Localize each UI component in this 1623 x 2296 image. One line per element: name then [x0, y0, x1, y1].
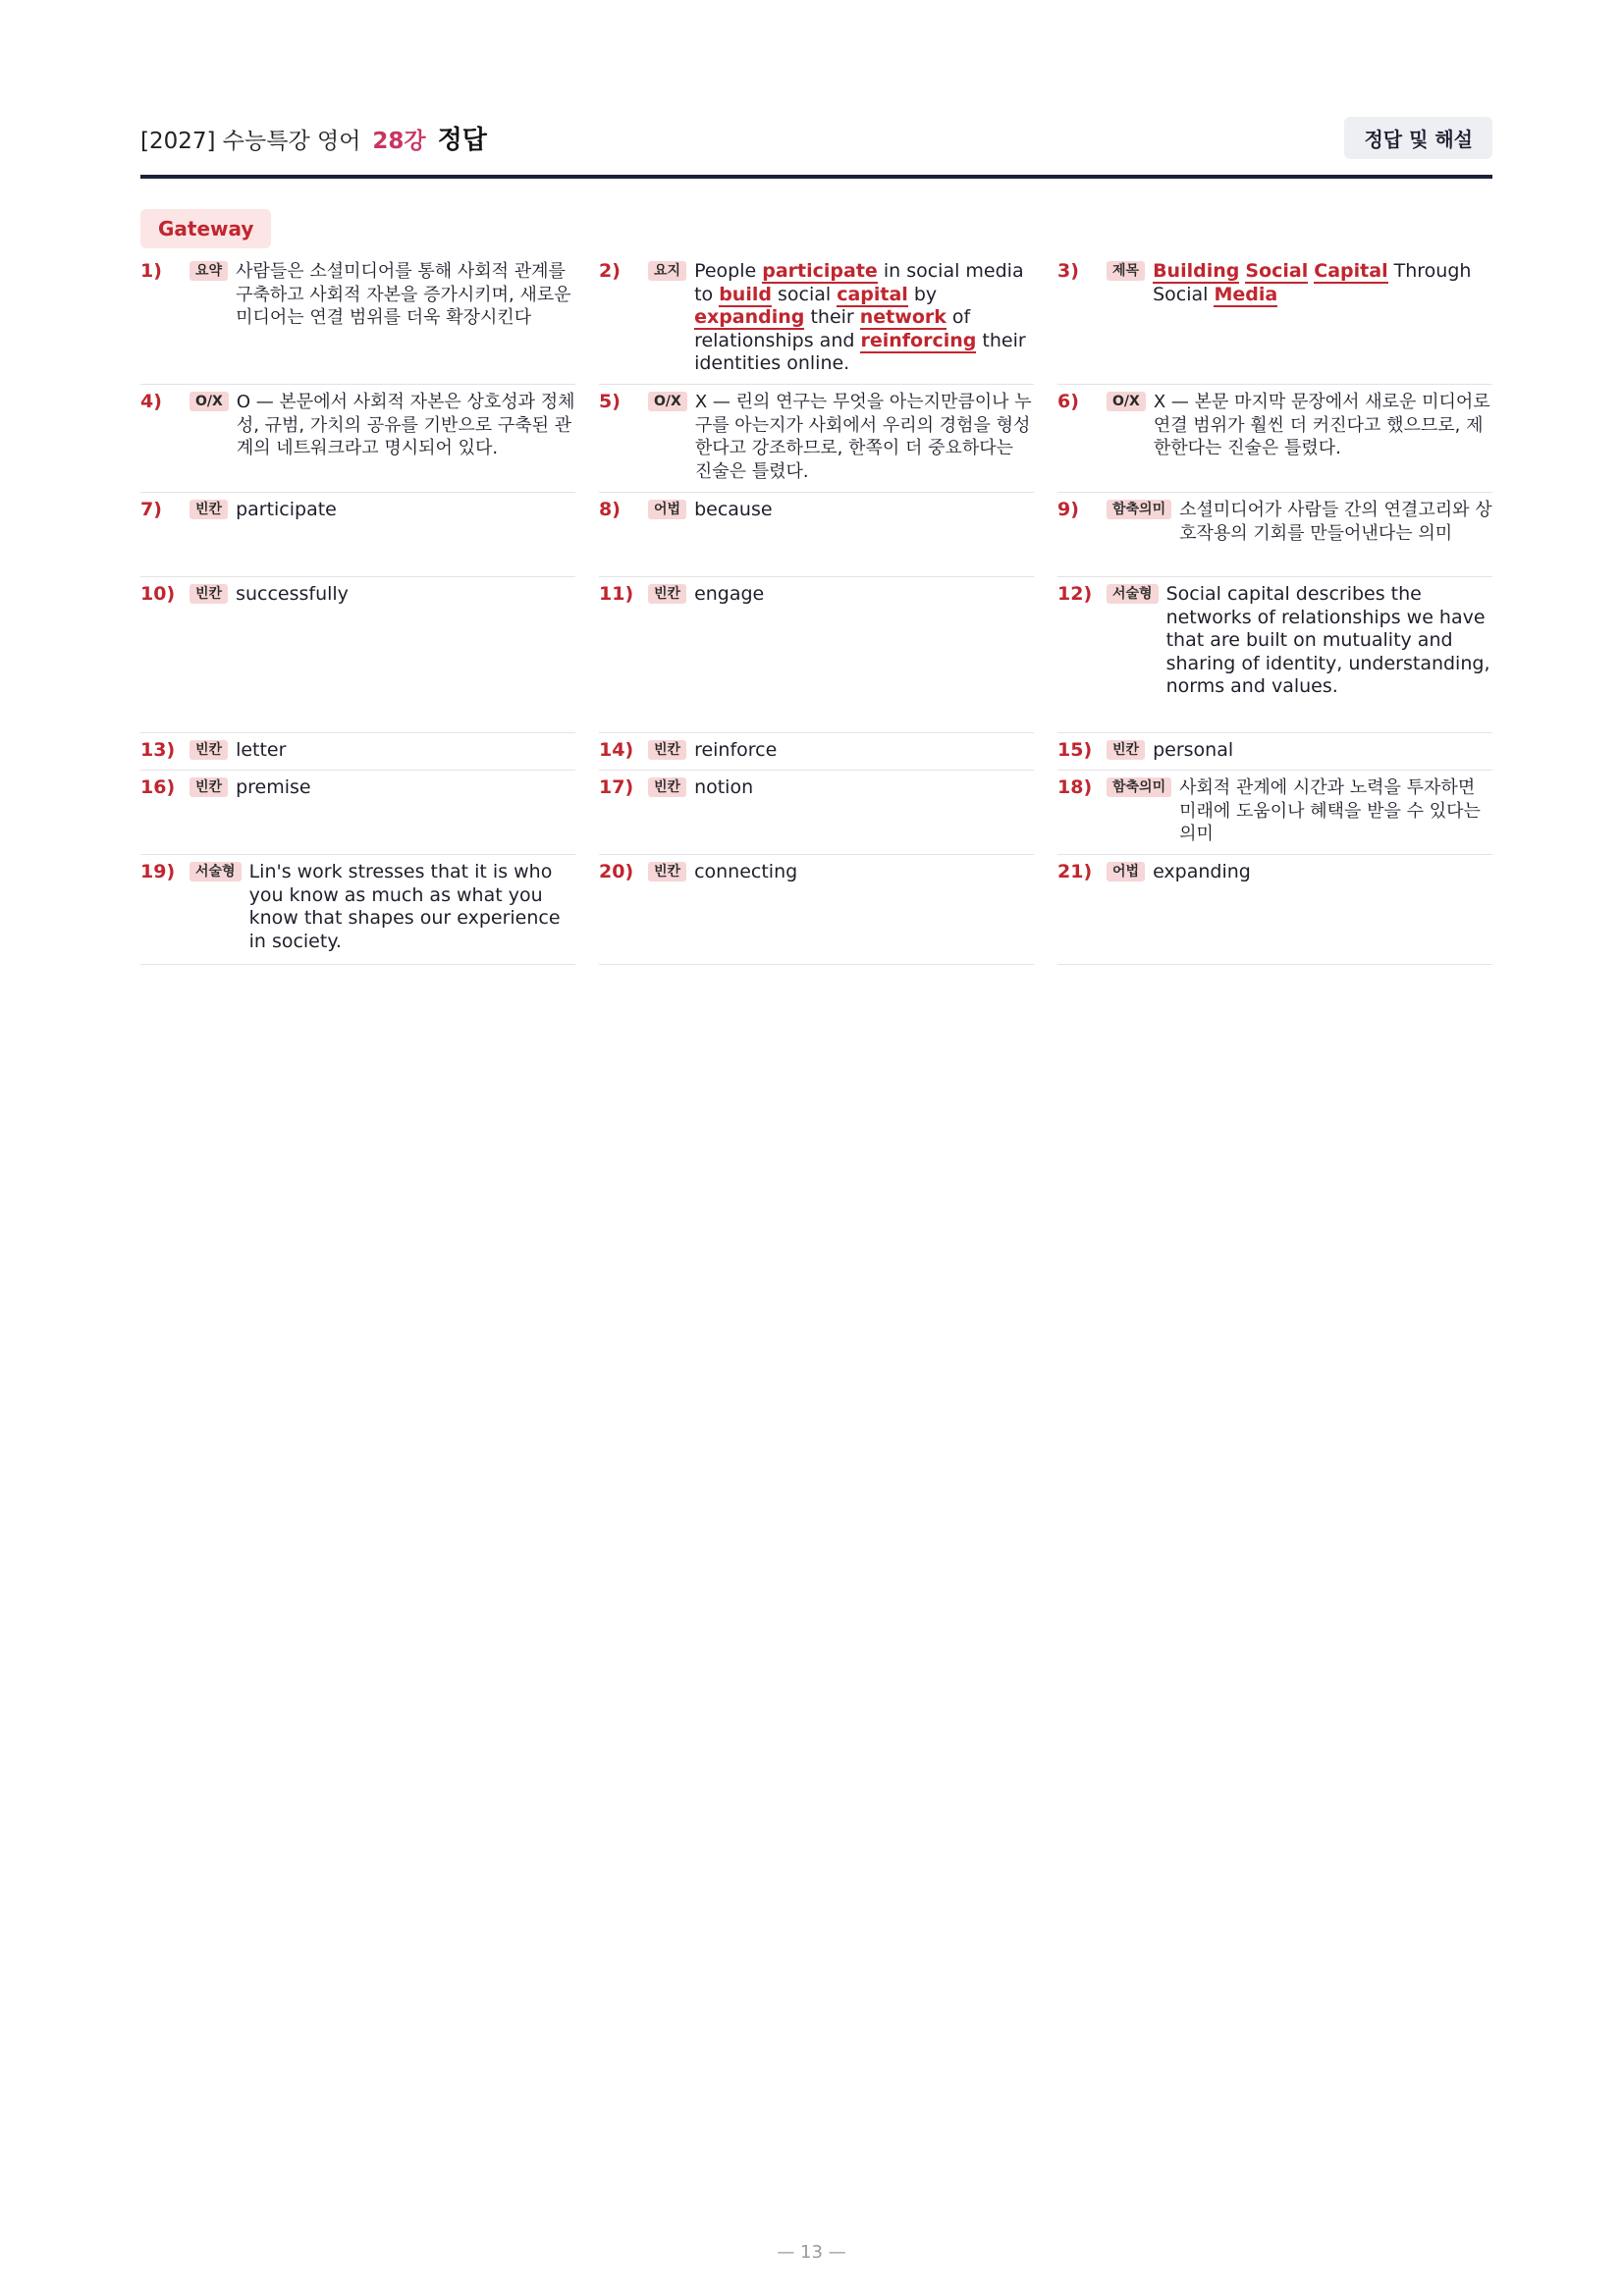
answer-text: O — 본문에서 사회적 자본은 상호성과 정체성, 규범, 가치의 공유를 기반으로 구축된 관계의 네트워크라고 명시되어 있다. — [236, 392, 575, 458]
answer-number: 11) — [599, 583, 634, 605]
answer-page — [140, 116, 1492, 965]
question-type-tag: O/X — [1107, 392, 1146, 411]
answer-explanation-badge: 정답 및 해설 — [1344, 117, 1492, 159]
unit-number: 28강 — [372, 128, 426, 154]
answer-text-segment: of relationships and — [694, 306, 971, 351]
answer-item — [1057, 493, 1492, 577]
answer-number: 13) — [140, 739, 176, 761]
answer-text — [694, 260, 1034, 376]
answer-text: premise — [236, 776, 311, 798]
book-series: [2027] 수능특강 영어 — [140, 128, 361, 154]
question-type-tag: 요지 — [648, 261, 686, 281]
highlighted-keyword: Media — [1214, 283, 1278, 305]
question-type-tag: 어법 — [1107, 862, 1145, 881]
answer-number: 8) — [599, 499, 621, 520]
answer-number: 19) — [140, 861, 176, 882]
header-title-group — [140, 120, 487, 156]
answer-text: personal — [1153, 739, 1234, 761]
answer-number: 12) — [1057, 583, 1093, 605]
question-type-tag: 요약 — [189, 261, 228, 281]
question-type-tag: 빈칸 — [648, 862, 686, 881]
question-type-tag: 빈칸 — [648, 777, 686, 797]
highlighted-keyword: reinforcing — [860, 329, 977, 351]
highlighted-keyword: Social — [1245, 260, 1309, 282]
answer-text: reinforce — [694, 739, 778, 761]
answer-number: 21) — [1057, 861, 1093, 882]
answer-text: participate — [236, 499, 337, 520]
answer-item — [599, 493, 1034, 577]
answer-text: because — [694, 499, 773, 520]
question-type-tag: O/X — [648, 392, 687, 411]
question-type-tag: 빈칸 — [189, 584, 228, 604]
answer-number: 14) — [599, 739, 634, 761]
page-number: — 13 — — [777, 2242, 846, 2263]
answer-text: Lin's work stresses that it is who you know as much as what you know that shapes our experience in society. — [248, 861, 561, 952]
question-type-tag: 함축의미 — [1107, 777, 1171, 797]
question-type-tag: 서술형 — [189, 862, 242, 881]
answer-text: 사회적 관계에 시간과 노력을 투자하면 미래에 도움이나 혜택을 받을 수 있다는 의미 — [1179, 777, 1481, 844]
question-type-tag: 빈칸 — [648, 740, 686, 760]
answer-text: 사람들은 소셜미디어를 통해 사회적 관계를 구축하고 사회적 자본을 증가시키며, 새로운 미디어는 연결 범위를 더욱 확장시킨다 — [236, 261, 571, 328]
answer-text-segment: Through Social — [1153, 260, 1472, 305]
answer-text: expanding — [1153, 861, 1251, 882]
answer-item — [140, 771, 575, 855]
answer-number: 9) — [1057, 499, 1079, 520]
answer-text: letter — [236, 739, 287, 761]
answer-item — [599, 385, 1034, 493]
answer-number: 2) — [599, 260, 621, 282]
highlighted-keyword: Capital — [1314, 260, 1388, 282]
answer-number: 18) — [1057, 776, 1093, 798]
answer-text-segment: their identities online. — [694, 329, 1026, 374]
header-divider — [140, 175, 1492, 179]
question-type-tag: 빈칸 — [1107, 740, 1145, 760]
answer-item — [140, 577, 575, 733]
question-type-tag: 빈칸 — [648, 584, 686, 604]
answer-number: 7) — [140, 499, 162, 520]
answer-text: engage — [694, 583, 765, 605]
answer-item — [1057, 254, 1492, 385]
page-title: 정답 — [437, 125, 487, 155]
answer-item — [1057, 855, 1492, 965]
question-type-tag: 서술형 — [1107, 584, 1159, 604]
answer-text — [1153, 260, 1492, 306]
question-type-tag: 어법 — [648, 500, 686, 519]
answer-item — [140, 493, 575, 577]
answer-item — [1057, 577, 1492, 733]
highlighted-keyword: participate — [762, 260, 878, 282]
answer-item — [599, 771, 1034, 855]
answer-text: X — 린의 연구는 무엇을 아는지만큼이나 누구를 아는지가 사회에서 우리의 경험을 형성한다고 강조하므로, 한쪽이 더 중요하다는 진술은 틀렸다. — [694, 392, 1032, 482]
answer-item — [1057, 385, 1492, 493]
question-type-tag: 빈칸 — [189, 777, 228, 797]
answer-number: 20) — [599, 861, 634, 882]
page-header — [140, 116, 1492, 159]
answer-item — [599, 733, 1034, 771]
answer-text: connecting — [694, 861, 798, 882]
answer-item — [599, 577, 1034, 733]
answer-number: 10) — [140, 583, 176, 605]
question-type-tag: O/X — [189, 392, 229, 411]
answer-text: 소셜미디어가 사람들 간의 연결고리와 상호작용의 기회를 만들어낸다는 의미 — [1179, 500, 1492, 544]
answer-item — [140, 254, 575, 385]
answer-number: 1) — [140, 260, 162, 282]
question-type-tag: 빈칸 — [189, 740, 228, 760]
answer-item — [140, 733, 575, 771]
answer-text-segment: in social media to — [694, 260, 1024, 305]
answer-text-segment: People — [694, 260, 763, 282]
answer-text-segment: social — [771, 283, 838, 305]
answer-number: 3) — [1057, 260, 1079, 282]
answer-number: 16) — [140, 776, 176, 798]
answer-item — [1057, 733, 1492, 771]
answer-grid — [140, 254, 1492, 965]
highlighted-keyword: expanding — [694, 306, 805, 328]
answer-item — [140, 385, 575, 493]
answer-text: X — 본문 마지막 문장에서 새로운 미디어로 연결 범위가 훨씬 더 커진다고 했으므로, 제한한다는 진술은 틀렸다. — [1153, 392, 1490, 458]
answer-item — [140, 855, 575, 965]
question-type-tag: 함축의미 — [1107, 500, 1171, 519]
question-type-tag: 빈칸 — [189, 500, 228, 519]
answer-text: successfully — [236, 583, 349, 605]
answer-text: Social capital describes the networks of relationships we have that are built on mutuality and sharing of identity, understanding, norms and values. — [1165, 583, 1490, 697]
answer-item — [1057, 771, 1492, 855]
answer-number: 5) — [599, 391, 621, 412]
section-label: Gateway — [140, 209, 271, 248]
highlighted-keyword: Building — [1153, 260, 1240, 282]
answer-item — [599, 254, 1034, 385]
question-type-tag: 제목 — [1107, 261, 1145, 281]
answer-number: 15) — [1057, 739, 1093, 761]
highlighted-keyword: capital — [837, 283, 908, 305]
answer-number: 6) — [1057, 391, 1079, 412]
answer-item — [599, 855, 1034, 965]
answer-text-segment: by — [907, 283, 938, 305]
answer-number: 17) — [599, 776, 634, 798]
highlighted-keyword: network — [859, 306, 947, 328]
answer-text: notion — [694, 776, 754, 798]
answer-text-segment: their — [804, 306, 860, 328]
answer-number: 4) — [140, 391, 162, 412]
highlighted-keyword: build — [719, 283, 772, 305]
